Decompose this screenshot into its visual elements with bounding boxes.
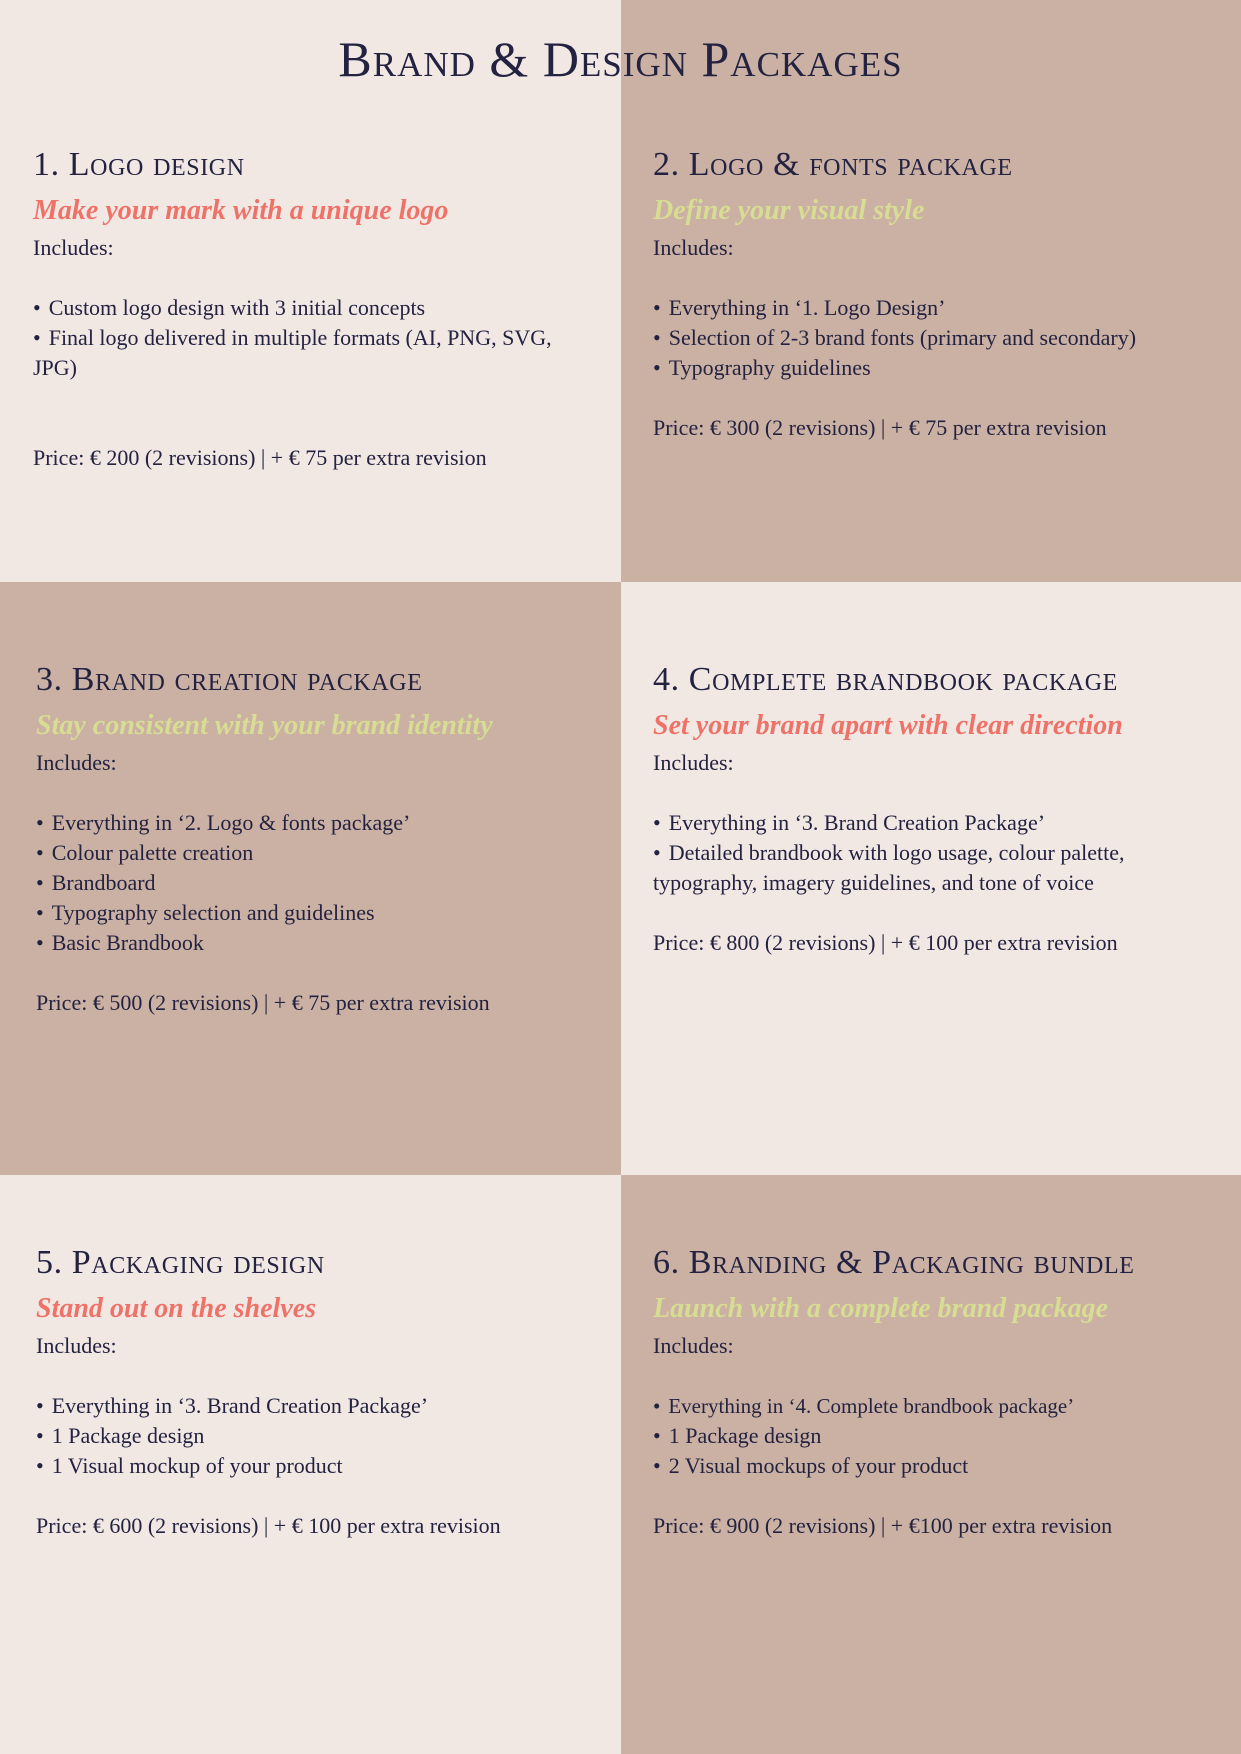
package-price: Price: € 300 (2 revisions) | + € 75 per extra revision bbox=[653, 415, 1107, 440]
package-price: Price: € 900 (2 revisions) | + €100 per extra revision bbox=[653, 1513, 1113, 1538]
package-features-list bbox=[36, 1391, 596, 1481]
list-item: • Everything in ‘3. Brand Creation Package’ bbox=[36, 1391, 596, 1421]
package-features-list bbox=[653, 808, 1213, 898]
list-item: • Selection of 2-3 brand fonts (primary and secondary) bbox=[653, 323, 1213, 353]
page-title: Brand & Design Packages bbox=[338, 31, 903, 87]
package-tagline: Stand out on the shelves bbox=[36, 1293, 317, 1324]
list-item: • Basic Brandbook bbox=[36, 928, 596, 958]
package-title: 1. Logo design bbox=[33, 146, 245, 183]
package-price: Price: € 200 (2 revisions) | + € 75 per extra revision bbox=[33, 445, 487, 470]
package-features-list bbox=[653, 1391, 1218, 1481]
includes-label: Includes: bbox=[36, 1333, 117, 1358]
package-price: Price: € 500 (2 revisions) | + € 75 per extra revision bbox=[36, 990, 490, 1015]
package-title: 3. Brand creation package bbox=[36, 661, 423, 698]
package-card-logo-design bbox=[33, 145, 593, 473]
package-title: 4. Complete brandbook package bbox=[653, 661, 1118, 698]
list-item: • 2 Visual mockups of your product bbox=[653, 1451, 1218, 1481]
package-features-list bbox=[36, 808, 596, 958]
package-tagline: Set your brand apart with clear direction bbox=[653, 710, 1123, 741]
package-card-brand-creation bbox=[36, 660, 596, 1018]
list-item: • Everything in ‘1. Logo Design’ bbox=[653, 293, 1213, 323]
list-item: • 1 Package design bbox=[653, 1421, 1218, 1451]
package-title: 6. Branding & Packaging bundle bbox=[653, 1244, 1135, 1281]
package-tagline: Stay consistent with your brand identity bbox=[36, 710, 493, 741]
list-item: • Final logo delivered in multiple formats (AI, PNG, SVG, JPG) bbox=[33, 323, 593, 383]
package-tagline: Launch with a complete brand package bbox=[653, 1293, 1108, 1324]
package-card-logo-fonts bbox=[653, 145, 1213, 443]
includes-label: Includes: bbox=[653, 750, 734, 775]
list-item: • Typography selection and guidelines bbox=[36, 898, 596, 928]
package-tagline: Define your visual style bbox=[653, 195, 925, 226]
list-item: • Everything in ‘4. Complete brandbook package’ bbox=[653, 1391, 1218, 1421]
list-item: • 1 Package design bbox=[36, 1421, 596, 1451]
list-item: • Everything in ‘3. Brand Creation Package’ bbox=[653, 808, 1213, 838]
package-card-complete-brandbook bbox=[653, 660, 1213, 958]
package-title: 5. Packaging design bbox=[36, 1244, 325, 1281]
package-tagline: Make your mark with a unique logo bbox=[33, 195, 449, 226]
list-item: • Detailed brandbook with logo usage, colour palette, typography, imagery guidelines, and tone of voice bbox=[653, 838, 1213, 898]
package-features-list bbox=[33, 293, 593, 383]
package-price: Price: € 800 (2 revisions) | + € 100 per extra revision bbox=[653, 930, 1118, 955]
package-title: 2. Logo & fonts package bbox=[653, 146, 1013, 183]
list-item: • Everything in ‘2. Logo & fonts package’ bbox=[36, 808, 596, 838]
includes-label: Includes: bbox=[653, 235, 734, 260]
list-item: • Custom logo design with 3 initial concepts bbox=[33, 293, 593, 323]
list-item: • 1 Visual mockup of your product bbox=[36, 1451, 596, 1481]
list-item: • Brandboard bbox=[36, 868, 596, 898]
includes-label: Includes: bbox=[36, 750, 117, 775]
list-item: • Typography guidelines bbox=[653, 353, 1213, 383]
list-item: • Colour palette creation bbox=[36, 838, 596, 868]
package-features-list bbox=[653, 293, 1213, 383]
includes-label: Includes: bbox=[653, 1333, 734, 1358]
package-card-packaging-design bbox=[36, 1243, 596, 1541]
package-price: Price: € 600 (2 revisions) | + € 100 per extra revision bbox=[36, 1513, 501, 1538]
includes-label: Includes: bbox=[33, 235, 114, 260]
package-card-branding-packaging-bundle bbox=[653, 1243, 1218, 1541]
